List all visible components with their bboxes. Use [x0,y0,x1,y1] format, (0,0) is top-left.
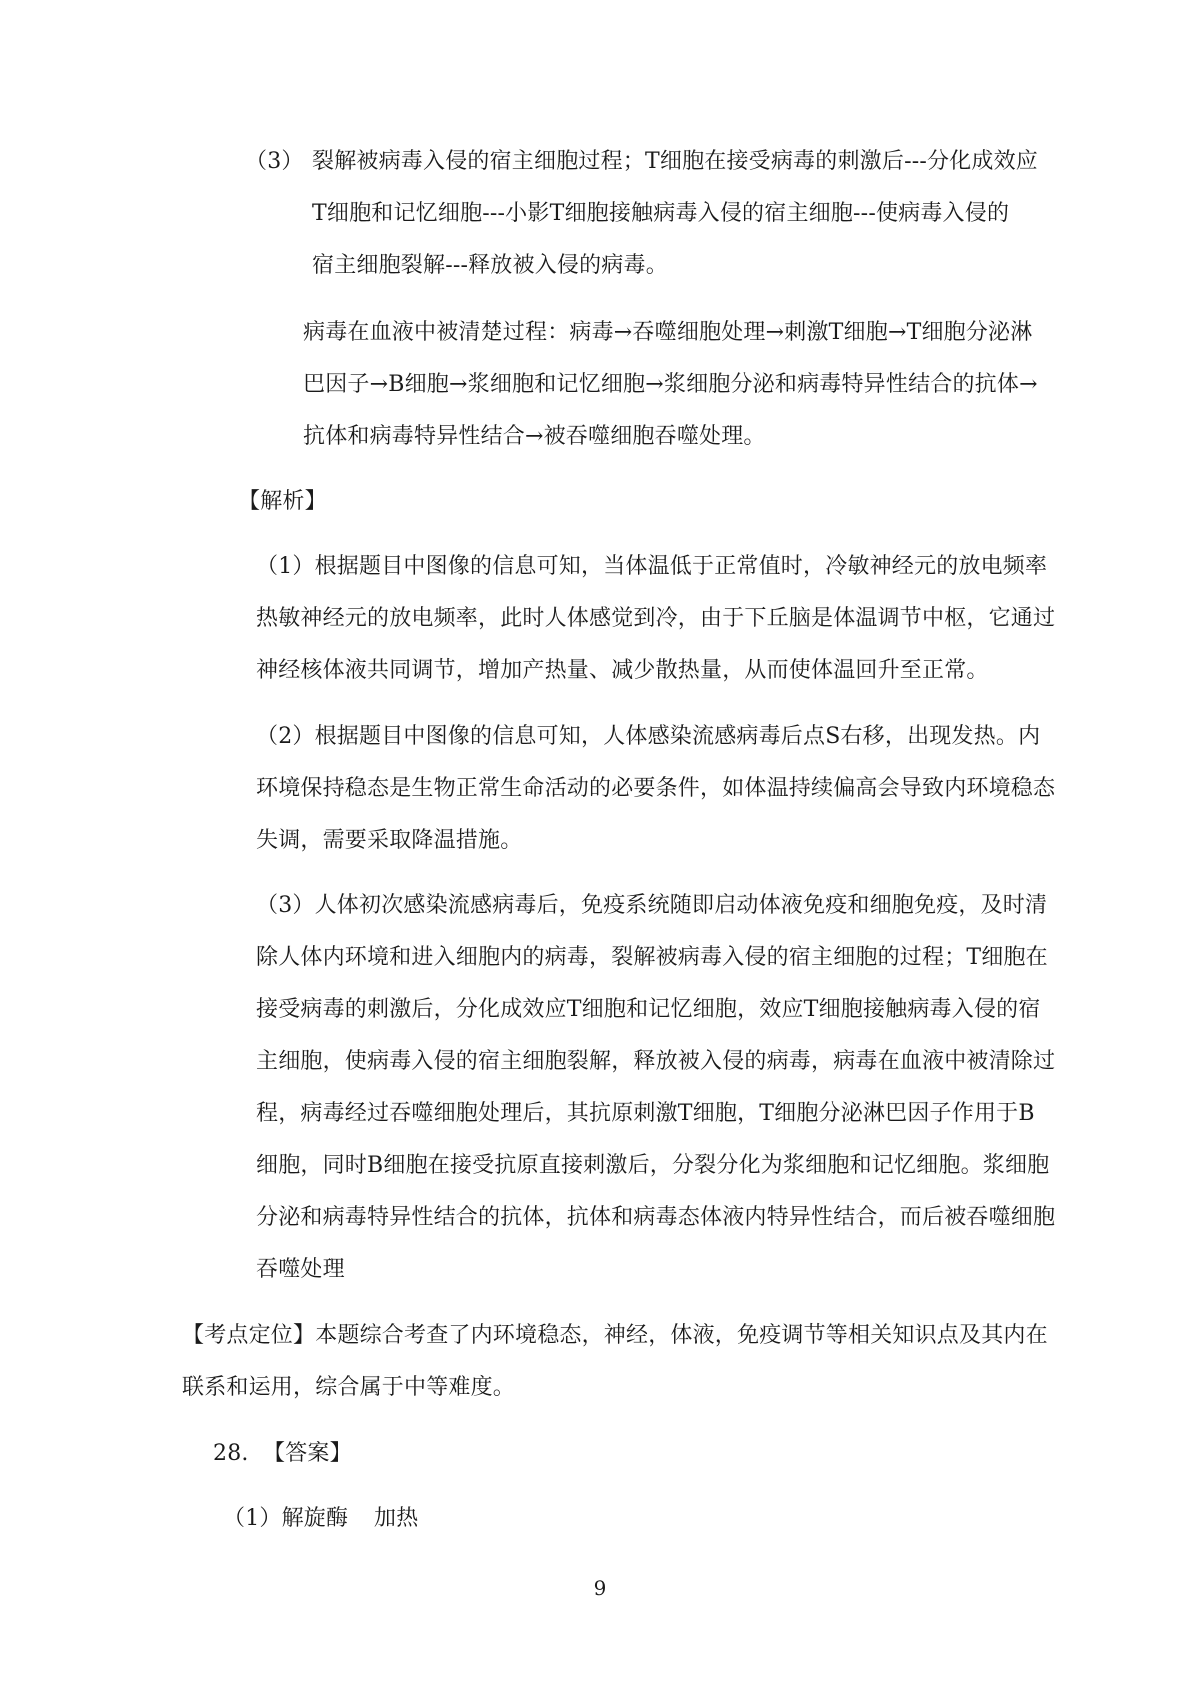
page-number: 9 [593,1576,607,1600]
answer-3-label: （3） [245,149,304,174]
question-28-answer-1-label: （1）解旋酶 [223,1506,349,1531]
answer-3-line-3: 宿主细胞裂解---释放被入侵的病毒。 [312,253,668,278]
analysis-p1-line-1: （1）根据题目中图像的信息可知，当体温低于正常值时，冷敏神经元的放电频率 [256,554,1048,579]
analysis-p2-line-1: （2）根据题目中图像的信息可知，人体感染流感病毒后点S右移，出现发热。内 [256,724,1041,749]
analysis-p2-line-2: 环境保持稳态是生物正常生命活动的必要条件，如体温持续偏高会导致内环境稳态 [256,776,1056,801]
analysis-p3-line-7: 分泌和病毒特异性结合的抗体，抗体和病毒态体液内特异性结合，而后被吞噬细胞 [256,1205,1056,1230]
clearance-line-3: 抗体和病毒特异性结合→被吞噬细胞吞噬处理。 [303,424,766,449]
clearance-line-1: 病毒在血液中被清楚过程：病毒→吞噬细胞处理→刺激T细胞→T细胞分泌淋 [303,320,1033,345]
question-28-number: 28. [213,1441,249,1466]
clearance-line-2: 巴因子→B细胞→浆细胞和记忆细胞→浆细胞分泌和病毒特异性结合的抗体→ [303,372,1038,397]
analysis-p1-line-3: 神经核体液共同调节，增加产热量、减少散热量，从而使体温回升至正常。 [256,658,989,683]
analysis-p3-line-8: 吞噬处理 [256,1257,345,1282]
answer-3-line-1: 裂解被病毒入侵的宿主细胞过程；T细胞在接受病毒的刺激后---分化成效应 [312,149,1038,174]
analysis-p2-line-3: 失调，需要采取降温措施。 [256,828,523,853]
analysis-p3-line-4: 主细胞，使病毒入侵的宿主细胞裂解，释放被入侵的病毒，病毒在血液中被清除过 [256,1049,1056,1074]
analysis-p1-line-2: 热敏神经元的放电频率，此时人体感觉到冷，由于下丘脑是体温调节中枢，它通过 [256,606,1056,631]
question-28-answer-label: 【答案】 [263,1441,352,1466]
analysis-p3-line-2: 除人体内环境和进入细胞内的病毒，裂解被病毒入侵的宿主细胞的过程；T细胞在 [256,945,1048,970]
analysis-p3-line-1: （3）人体初次感染流感病毒后，免疫系统随即启动体液免疫和细胞免疫，及时清 [256,893,1048,918]
analysis-p3-line-3: 接受病毒的刺激后，分化成效应T细胞和记忆细胞，效应T细胞接触病毒入侵的宿 [256,997,1041,1022]
question-28-answer-1-value: 加热 [374,1506,419,1531]
key-point-line-2: 联系和运用，综合属于中等难度。 [182,1375,516,1400]
analysis-p3-line-6: 细胞，同时B细胞在接受抗原直接刺激后，分裂分化为浆细胞和记忆细胞。浆细胞 [256,1153,1050,1178]
key-point-line-1: 【考点定位】本题综合考查了内环境稳态，神经，体液，免疫调节等相关知识点及其内在 [182,1323,1048,1348]
analysis-heading: 【解析】 [238,489,327,514]
answer-3-line-2: T细胞和记忆细胞---小影T细胞接触病毒入侵的宿主细胞---使病毒入侵的 [312,201,1010,226]
analysis-p3-line-5: 程，病毒经过吞噬细胞处理后，其抗原刺激T细胞，T细胞分泌淋巴因子作用于B [256,1101,1035,1126]
